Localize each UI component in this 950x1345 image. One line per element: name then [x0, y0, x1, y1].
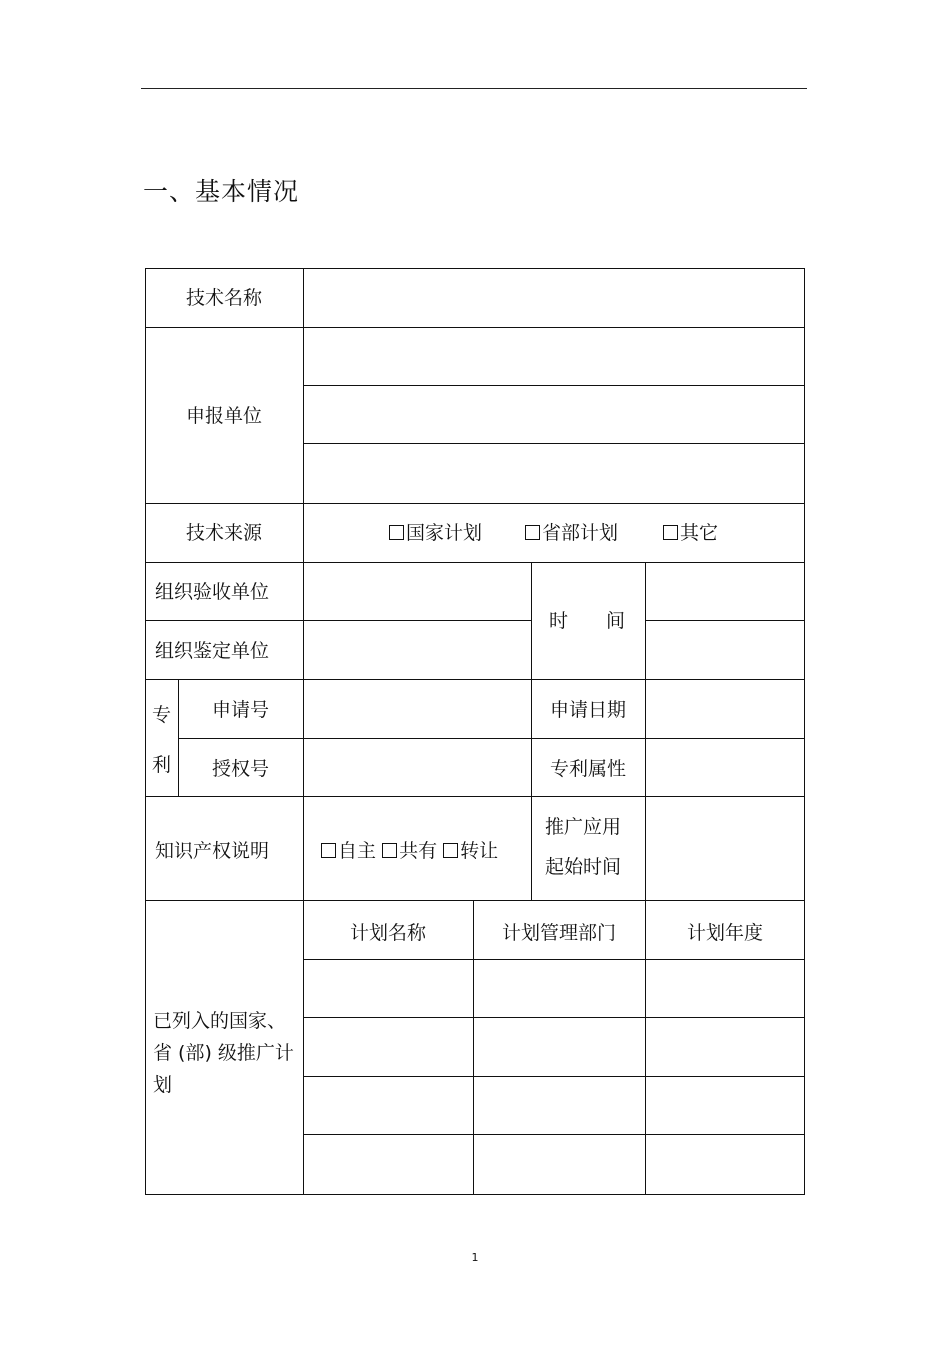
applicant-field-1[interactable] — [304, 328, 804, 385]
row-line — [303, 1076, 805, 1077]
acceptance-org-field[interactable] — [304, 563, 531, 620]
ip-description-label: 知识产权说明 — [155, 840, 270, 862]
application-no-label: 申请号 — [211, 699, 269, 721]
checkbox[interactable] — [382, 843, 397, 858]
promotion-start-label-line1: 推广应用 — [545, 816, 622, 838]
tech-name-label: 技术名称 — [185, 287, 262, 309]
tech-source-label: 技术来源 — [185, 522, 262, 544]
row-line — [303, 1017, 805, 1018]
border-bottom — [145, 1194, 805, 1195]
grant-no-field[interactable] — [304, 739, 531, 796]
patent-attribute-label: 专利属性 — [549, 758, 626, 780]
column-line — [531, 562, 532, 901]
listed-plan-label-line3: 划 — [153, 1074, 173, 1096]
row-line — [303, 959, 805, 960]
appraisal-org-label: 组织鉴定单位 — [155, 640, 270, 662]
page-number: 1 — [471, 1251, 479, 1264]
time-label: 时 间 — [549, 610, 626, 632]
promotion-start-label-line2: 起始时间 — [545, 856, 622, 878]
acceptance-time-field[interactable] — [646, 563, 804, 620]
application-date-label: 申请日期 — [549, 699, 626, 721]
checkbox[interactable] — [525, 525, 540, 540]
header-rule — [141, 88, 807, 89]
row-line — [145, 503, 805, 504]
ip-options: 自主 共有 转让 — [321, 838, 498, 864]
basic-info-form — [145, 268, 805, 1195]
checkbox[interactable] — [443, 843, 458, 858]
tech-name-field[interactable] — [304, 269, 804, 327]
listed-plan-label-line1: 已列入的国家、 — [153, 1010, 287, 1032]
appraisal-org-field[interactable] — [304, 621, 531, 679]
patent-label-2: 利 — [151, 754, 171, 776]
applicant-field-2[interactable] — [304, 386, 804, 443]
patent-attribute-field[interactable] — [646, 739, 804, 796]
application-no-field[interactable] — [304, 680, 531, 738]
checkbox[interactable] — [663, 525, 678, 540]
application-date-field[interactable] — [646, 680, 804, 738]
border-right — [804, 268, 805, 1195]
acceptance-org-label: 组织验收单位 — [155, 581, 270, 603]
patent-label-1: 专 — [151, 704, 171, 726]
row-line — [145, 900, 805, 901]
checkbox[interactable] — [321, 843, 336, 858]
source-option-provincial[interactable]: 省部计划 — [525, 520, 618, 546]
checkbox[interactable] — [389, 525, 404, 540]
source-option-other[interactable]: 其它 — [663, 520, 718, 546]
section-title: 一、基本情况 — [143, 177, 300, 206]
plan-name-header: 计划名称 — [349, 922, 426, 944]
grant-no-label: 授权号 — [211, 758, 269, 780]
listed-plan-label-line2: 省 (部) 级推广计 — [153, 1042, 294, 1064]
appraisal-time-field[interactable] — [646, 621, 804, 679]
applicant-label: 申报单位 — [185, 405, 262, 427]
promotion-start-field[interactable] — [646, 797, 804, 900]
applicant-field-3[interactable] — [304, 444, 804, 503]
plan-dept-header: 计划管理部门 — [501, 922, 616, 944]
plan-year-header: 计划年度 — [686, 922, 763, 944]
row-line — [303, 1134, 805, 1135]
source-option-national[interactable]: 国家计划 — [389, 520, 482, 546]
